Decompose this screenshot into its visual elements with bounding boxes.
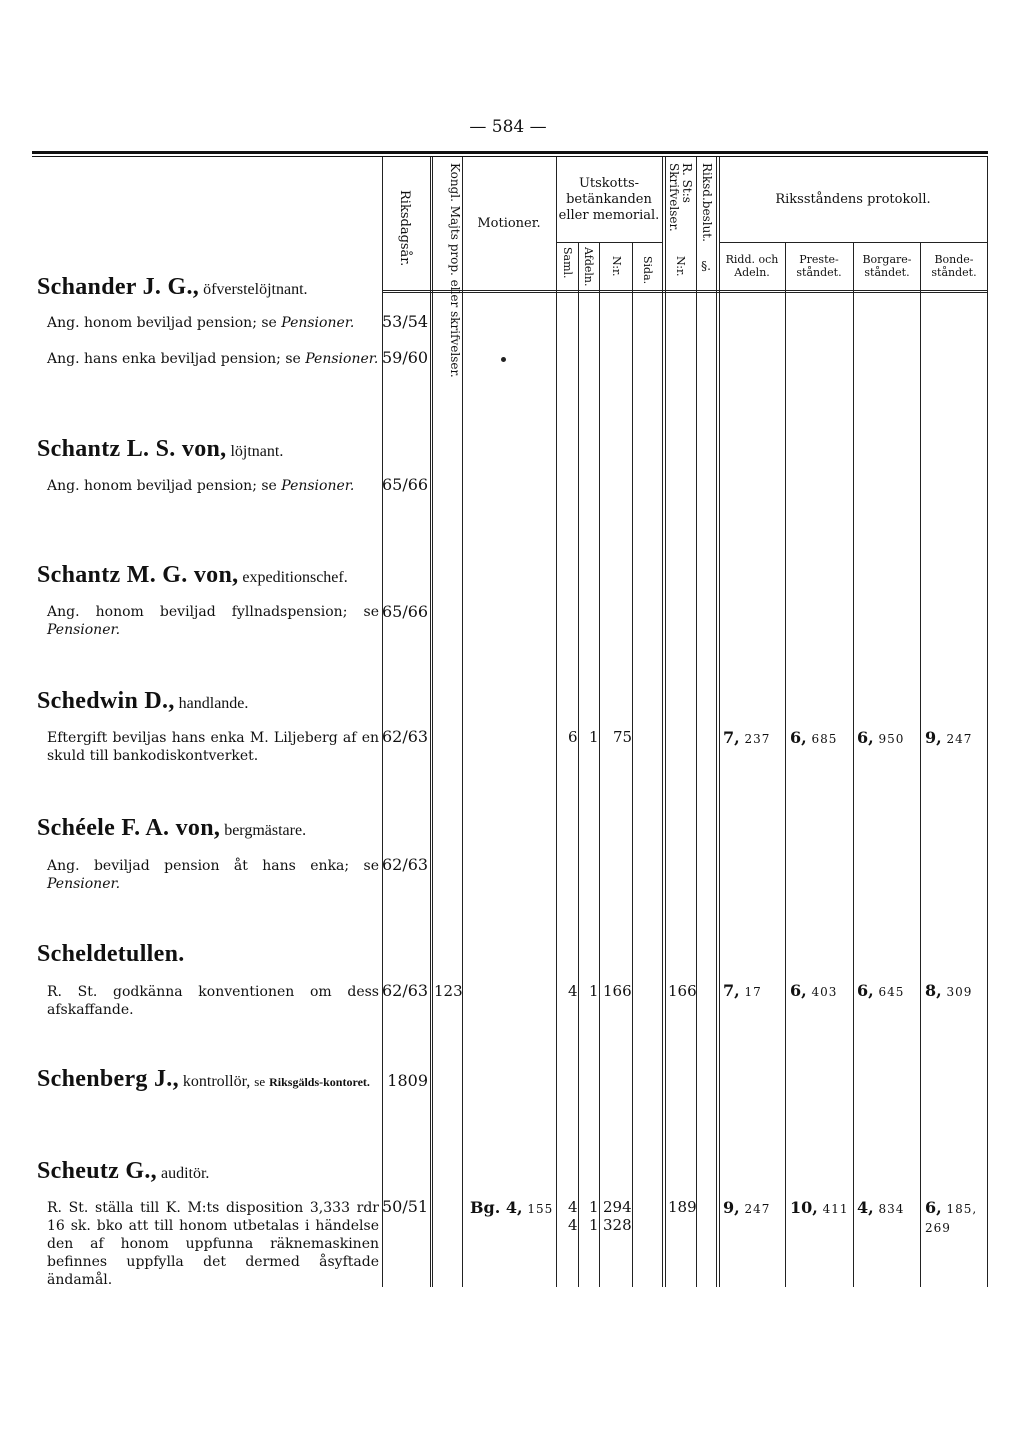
col-line [662, 157, 663, 1287]
entry-text: R. St. godkänna konventionen om dess afskaffande. [47, 984, 379, 1018]
col-line [430, 157, 431, 1287]
header-rsts: R. St:s Skrifvelser. [667, 163, 694, 232]
nr-value: 75 [613, 728, 633, 746]
entry-text: Ang. honom beviljad pension; se Pensioner. [47, 315, 355, 331]
header-bonde: Bonde-ståndet. [931, 253, 977, 279]
entry-name: Scheldetullen. [37, 941, 185, 967]
col-line [462, 157, 463, 1287]
header-riksd-beslut: Riksd.beslut. [700, 163, 714, 242]
header-riksdagsar: Riksdagsår. [397, 190, 412, 267]
entry-year: 50/51 [382, 1197, 429, 1216]
col-line [920, 242, 921, 1287]
col-line [987, 157, 988, 1287]
header-bottom-rule [382, 292, 987, 293]
nr-value: 294 328 [603, 1198, 632, 1234]
header-utskotts: Utskotts- betänkanden eller memorial. [558, 176, 660, 223]
header-motioner: Motioner. [477, 216, 541, 231]
entry-text: Ang. beviljad pension åt hans enka; se Pensioner. [47, 858, 379, 892]
header-saml: Saml. [561, 247, 574, 279]
col-line [716, 157, 717, 1287]
preste-value: 6, 403 [790, 981, 838, 1000]
header-riksd-par: §. [701, 259, 711, 273]
motion-value: Bg. 4, 155 [470, 1198, 554, 1217]
ridd-value: 7, 17 [723, 981, 762, 1000]
entry-name: Schantz M. G. von, expeditionschef. [37, 562, 348, 588]
header-kongl: Kongl. Majts prop. eller skrifvelser. [448, 163, 462, 378]
saml-value: 4 [568, 982, 578, 1000]
entry-year: 62/63 [382, 855, 429, 874]
col-line [578, 242, 579, 1287]
ridd-value: 9, 247 [723, 1198, 771, 1217]
top-rule-thick [32, 151, 988, 154]
saml-value: 6 [568, 728, 578, 746]
entry-year: 53/54 [382, 312, 429, 331]
afdeln-value: 1 [589, 728, 599, 746]
header-borgare: Borgare-ståndet. [862, 253, 912, 279]
preste-value: 6, 685 [790, 728, 838, 747]
header-subrule [556, 242, 662, 243]
entry-year: 65/66 [382, 475, 429, 494]
entry-year: 59/60 [382, 348, 429, 367]
kongl-value: 123 [434, 982, 463, 1000]
preste-value: 10, 411 [790, 1198, 849, 1217]
ink-dot [501, 357, 506, 362]
col-line [665, 157, 666, 1287]
entry-text: Ang. hans enka beviljad pension; se Pensioner. [47, 351, 379, 367]
header-afdeln: Afdeln. [582, 247, 595, 287]
borgare-value: 6, 950 [857, 728, 905, 747]
entry-name: Schantz L. S. von, löjtnant. [37, 436, 284, 462]
bonde-value: 9, 247 [925, 728, 973, 747]
bonde-value: 6, 185, 269 [925, 1198, 978, 1235]
entry-year: 62/63 [382, 981, 429, 1000]
entry-year: 62/63 [382, 727, 429, 746]
header-bottom-rule [382, 290, 987, 291]
col-line [632, 242, 633, 1287]
borgare-value: 6, 645 [857, 981, 905, 1000]
rsts-value: 189 [668, 1198, 697, 1216]
nr-value: 166 [603, 982, 632, 1000]
entry-name: Schenberg J., kontrollör, se Riksgälds-kontoret. [37, 1066, 370, 1092]
bonde-value: 8, 309 [925, 981, 973, 1000]
col-line [785, 242, 786, 1287]
page-number: — 584 — [469, 117, 547, 137]
header-rsts-nr: N:r. [674, 256, 687, 277]
afdeln-value: 1 1 [589, 1198, 599, 1234]
entry-text: Ang. honom beviljad pension; se Pensioner. [47, 478, 355, 494]
entry-text: Eftergift beviljas hans enka M. Liljeberg af en skuld till bankodiskontverket. [47, 730, 379, 764]
header-ridd: Ridd. och Adeln. [725, 253, 779, 279]
header-subrule [719, 242, 987, 243]
afdeln-value: 1 [589, 982, 599, 1000]
entry-name: Schander J. G., öfverstelöjtnant. [37, 274, 308, 300]
borgare-value: 4, 834 [857, 1198, 905, 1217]
header-sida: Sida. [641, 256, 654, 285]
col-line [556, 157, 557, 1287]
entry-name: Scheutz G., auditör. [37, 1158, 210, 1184]
ridd-value: 7, 237 [723, 728, 771, 747]
entry-text: R. St. ställa till K. M:ts disposition 3,333 rdr 16 sk. bko att till honom utbetalas i händelse den af honom uppfunna räknemaskinen befinnes uppfylla det dermed åsyftade ändamål. [47, 1200, 379, 1288]
entry-year: 65/66 [382, 602, 429, 621]
col-line [719, 157, 720, 1287]
entry-year: 1809 [387, 1071, 428, 1090]
header-nr: N:r. [610, 256, 623, 277]
entry-name: Schéele F. A. von, bergmästare. [37, 815, 307, 841]
entry-name: Schedwin D., handlande. [37, 688, 249, 714]
entry-text: Ang. honom beviljad fyllnadspension; se Pensioner. [47, 604, 379, 638]
saml-value: 4 4 [568, 1198, 578, 1234]
top-rule-thin [32, 156, 988, 157]
header-preste: Preste-ståndet. [796, 253, 842, 279]
rsts-value: 166 [668, 982, 697, 1000]
col-line [853, 242, 854, 1287]
header-protokoll: Riksståndens protokoll. [775, 192, 931, 207]
col-line [599, 242, 600, 1287]
col-line [696, 157, 697, 1287]
